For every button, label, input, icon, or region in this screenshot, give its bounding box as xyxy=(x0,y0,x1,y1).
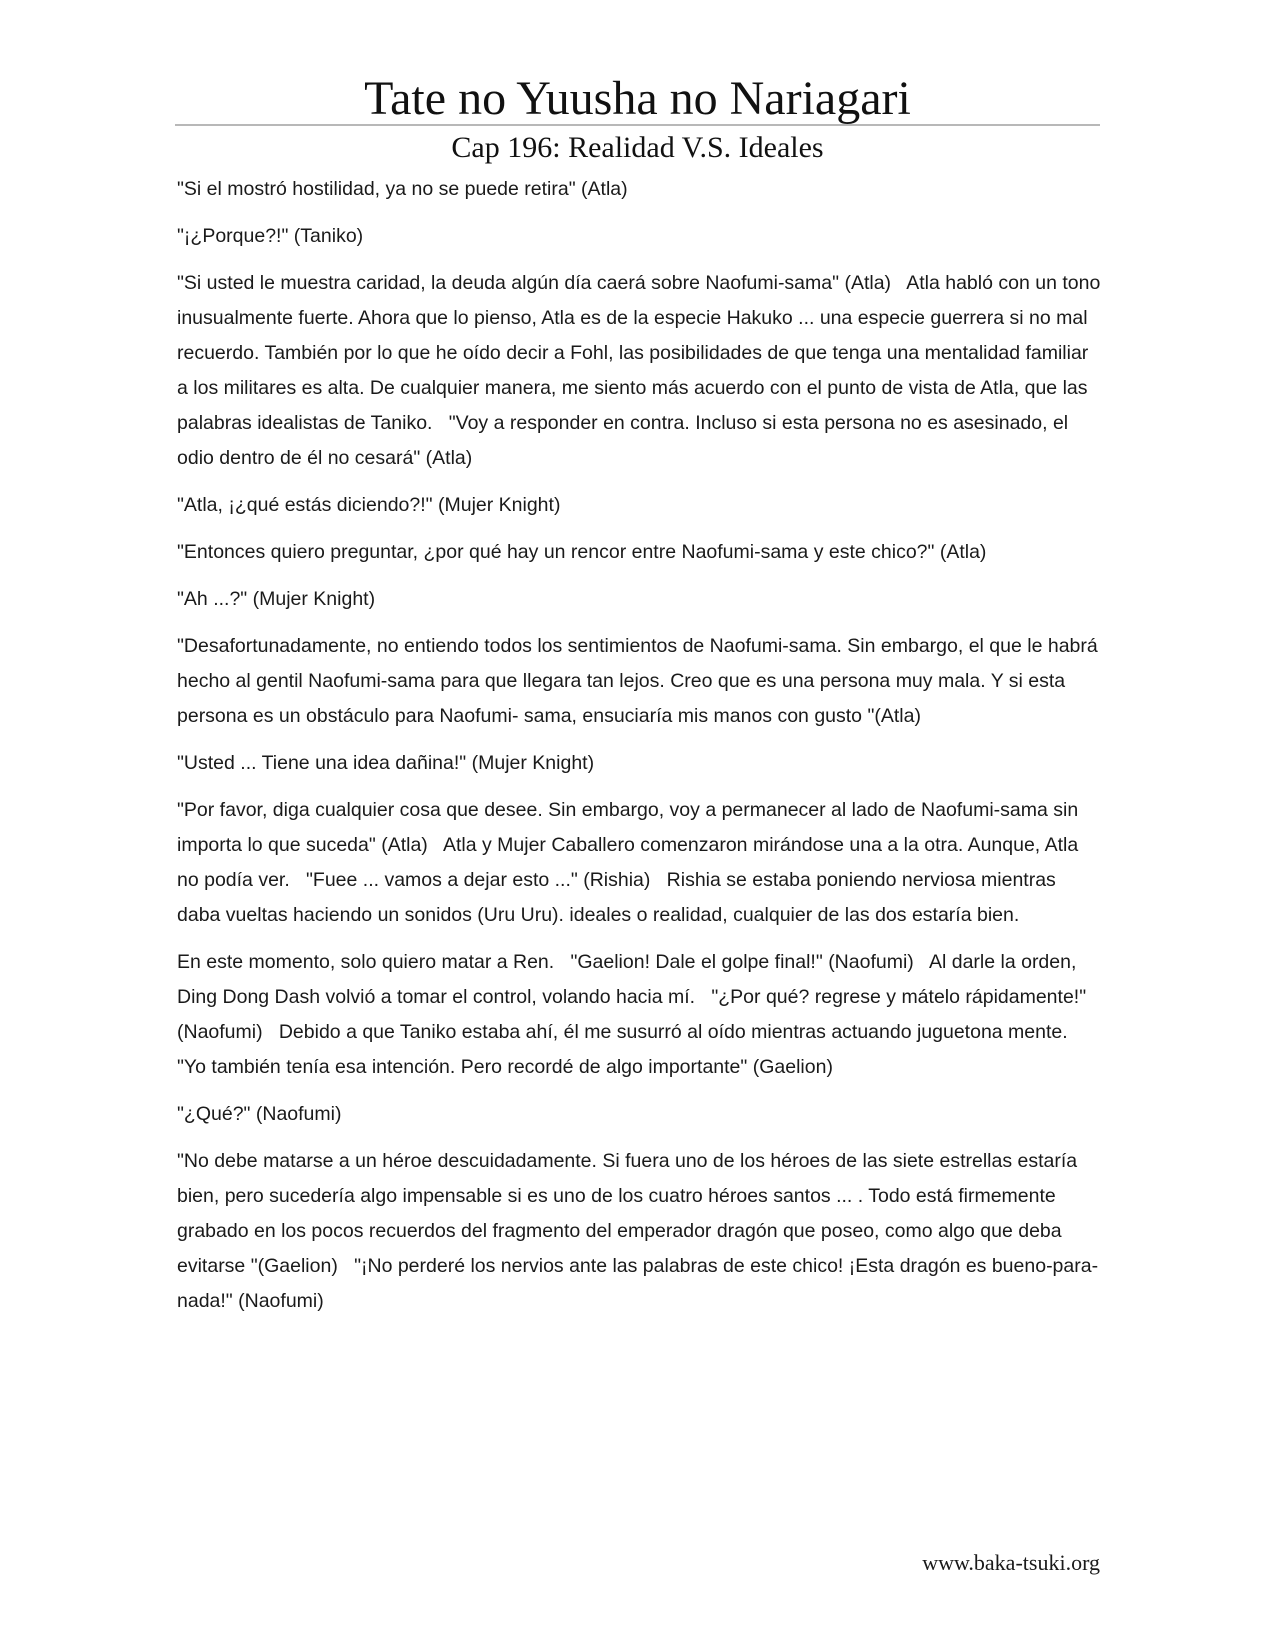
paragraph: "Atla, ¡¿qué estás diciendo?!" (Mujer Knight) xyxy=(177,494,561,516)
paragraph: "Usted ... Tiene una idea dañina!" (Mujer Knight) xyxy=(177,752,595,774)
document-title: Tate no Yuusha no Nariagari xyxy=(364,72,911,125)
paragraph: "Desafortunadamente, no entiendo todos los sentimientos de Naofumi-sama. Sin embargo, el que le habrá hecho al gentil Naofumi-sama para que llegara tan lejos. Creo que es una persona muy mala. Y si esta persona es un obstáculo para Naofumi- sama, ensuciaría mis manos con gusto "(Atla) xyxy=(177,635,1104,727)
title-divider xyxy=(175,124,1100,126)
document-body xyxy=(177,172,1106,1331)
paragraph: "¡¿Porque?!" (Taniko) xyxy=(177,225,364,247)
footer-url: www.baka-tsuki.org xyxy=(922,1550,1100,1575)
paragraph: "Si usted le muestra caridad, la deuda algún día caerá sobre Naofumi-sama" (Atla) Atla habló con un tono inusualmente fuerte. Ahora que lo pienso, Atla es de la especie Hakuko ... una especie guerrera si no mal recuerdo. También por lo que he oído decir a Fohl, las posibilidades de que tenga una mentalidad familiar a los militares es alta. De cualquier manera, me siento más acuerdo con el punto de vista de Atla, que las palabras idealistas de Taniko. "Voy a responder en contra. Incluso si esta persona no es asesinado, el odio dentro de él no cesará" (Atla) xyxy=(177,272,1106,469)
chapter-title: Cap 196: Realidad V.S. Ideales xyxy=(451,131,824,164)
paragraph: "Por favor, diga cualquier cosa que desee. Sin embargo, voy a permanecer al lado de Naofumi-sama sin importa lo que suceda" (Atla) Atla y Mujer Caballero comenzaron mirándose una a la otra. Aunque, Atla no podía ver. "Fuee ... vamos a dejar esto ..." (Rishia) Rishia se estaba poniendo nerviosa mientras daba vueltas haciendo un sonidos (Uru Uru). ideales o realidad, cualquier de las dos estaría bien. xyxy=(177,799,1084,926)
paragraph: "Entonces quiero preguntar, ¿por qué hay un rencor entre Naofumi-sama y este chico?" (Atla) xyxy=(177,541,987,563)
paragraph: "No debe matarse a un héroe descuidadamente. Si fuera uno de los héroes de las siete estrellas estaría bien, pero sucedería algo impensable si es uno de los cuatro héroes santos ... . Todo está firmemente grabado en los pocos recuerdos del fragmento del emperador dragón que poseo, como algo que deba evitarse "(Gaelion) "¡No perderé los nervios ante las palabras de este chico! ¡Esta dragón es bueno-para-nada!" (Naofumi) xyxy=(177,1150,1099,1312)
paragraph: "¿Qué?" (Naofumi) xyxy=(177,1103,342,1125)
paragraph: En este momento, solo quiero matar a Ren. "Gaelion! Dale el golpe final!" (Naofumi) Al darle la orden, Ding Dong Dash volvió a tomar el control, volando hacia mí. "¿Por qué? regrese y mátelo rápidamente!" (Naofumi) Debido a que Taniko estaba ahí, él me susurró al oído mientras actuando juguetona mente. "Yo también tenía esa intención. Pero recordé de algo importante" (Gaelion) xyxy=(177,951,1092,1078)
paragraph: "Si el mostró hostilidad, ya no se puede retira" (Atla) xyxy=(177,178,628,200)
paragraph: "Ah ...?" (Mujer Knight) xyxy=(177,588,376,610)
